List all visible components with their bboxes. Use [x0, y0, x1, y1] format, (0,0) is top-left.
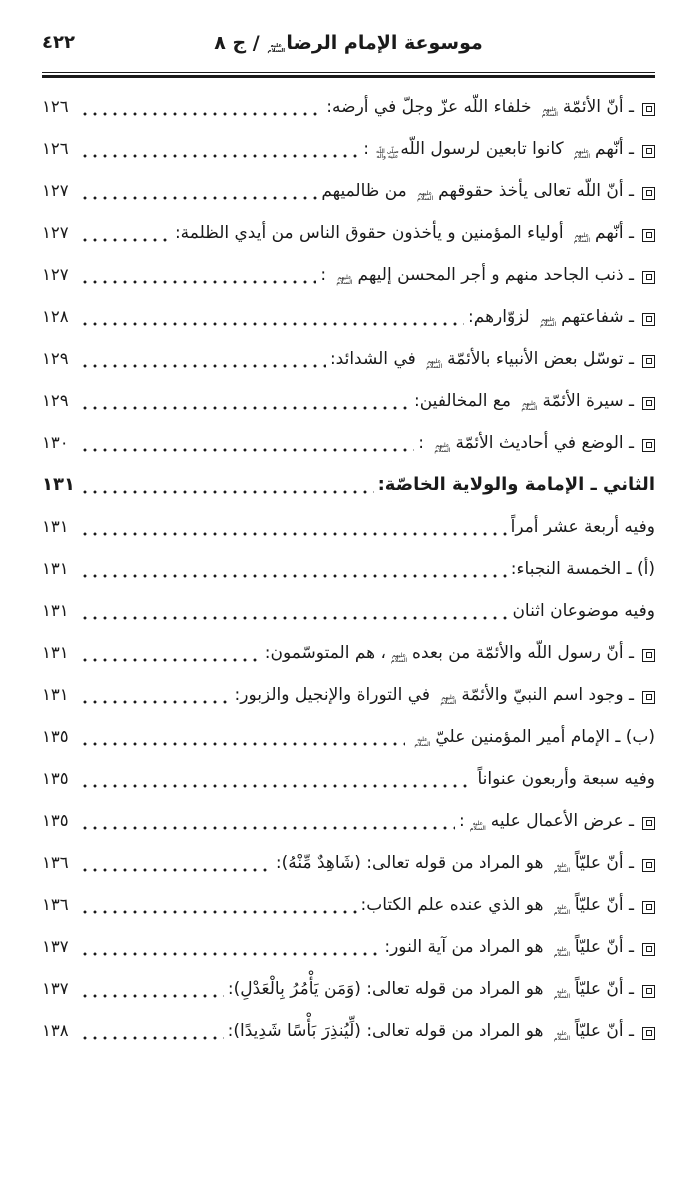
square-bullet-icon — [642, 229, 655, 242]
toc-entry — [42, 506, 655, 548]
entry-page-number: ١٢٩ — [42, 391, 69, 410]
entry-text — [459, 800, 655, 842]
square-bullet-icon — [642, 271, 655, 284]
entry-text — [384, 926, 655, 968]
toc-entry — [42, 128, 655, 170]
entry-page-number: ١٢٧ — [42, 223, 69, 242]
dot-leader — [80, 254, 316, 296]
entry-page-number: ١٣١ — [42, 517, 69, 536]
entry-label: ـ أنّ عليّاً — [574, 895, 634, 915]
square-bullet-icon — [642, 313, 655, 326]
square-bullet-icon — [642, 397, 655, 410]
entry-page-number: ١٣٥ — [42, 769, 69, 788]
entry-page-number: ١٣١ — [42, 643, 69, 662]
header-rule — [42, 72, 655, 78]
dot-leader — [80, 548, 507, 590]
dot-leader — [80, 86, 322, 128]
honorific-mark: عليه السلام — [414, 736, 431, 748]
toc-entry — [42, 758, 655, 800]
page-header — [42, 24, 655, 68]
dot-leader — [80, 212, 171, 254]
square-bullet-icon — [642, 1027, 655, 1040]
entry-text — [468, 296, 655, 338]
entry-label: ـ الوضع في أحاديث الأئمّة — [455, 433, 634, 453]
entry-label: هو الذي عنده علم الكتاب: — [360, 895, 549, 915]
dot-leader — [80, 170, 317, 212]
entry-page-number: ١٢٧ — [42, 265, 69, 284]
honorific-mark: عليهم السلام — [573, 148, 591, 160]
honorific-mark: عليهم السلام — [521, 400, 538, 412]
dot-leader — [80, 716, 405, 758]
entry-label: : — [418, 433, 430, 453]
toc-entry — [42, 86, 655, 128]
honorific-mark: عليهم السلام — [434, 442, 451, 454]
dot-leader — [80, 128, 359, 170]
dot-leader — [80, 758, 473, 800]
entry-text — [409, 716, 655, 758]
toc-list — [42, 86, 655, 1052]
toc-entry — [42, 296, 655, 338]
dot-leader — [80, 842, 272, 884]
entry-page-number: ١٣١ — [42, 559, 69, 578]
entry-label: ـ أنّ الأئمّة — [562, 97, 634, 117]
square-bullet-icon — [642, 943, 655, 956]
toc-entry — [42, 926, 655, 968]
dot-leader — [80, 968, 224, 1010]
entry-page-number: ١٣٦ — [42, 895, 69, 914]
entry-page-number: ١٣٥ — [42, 811, 69, 830]
entry-text — [361, 884, 656, 926]
square-bullet-icon — [642, 649, 655, 662]
toc-entry — [42, 1010, 655, 1052]
entry-label: هو المراد من قوله تعالى: (وَمَن يَأْمُرُ بِالْعَدْلِ): — [227, 979, 549, 999]
entry-label: الثاني ـ الإمامة والولاية الخاصّة: — [377, 474, 655, 495]
honorific-mark: عليهم السلام — [440, 694, 457, 706]
toc-entry — [42, 968, 655, 1010]
honorific-mark: عليهم السلام — [336, 274, 353, 286]
honorific-mark: عليه السلام — [469, 820, 486, 832]
toc-entry — [42, 464, 655, 506]
header-page-number: ٤٢٢ — [42, 32, 75, 53]
toc-entry — [42, 716, 655, 758]
entry-text — [265, 632, 655, 674]
entry-label: : — [320, 265, 332, 285]
honorific-mark: عليه السلام — [553, 946, 570, 958]
entry-text — [320, 254, 655, 296]
entry-label: : — [363, 139, 375, 159]
toc-entry — [42, 548, 655, 590]
entry-page-number: ١٣١ — [42, 474, 75, 495]
toc-entry — [42, 632, 655, 674]
square-bullet-icon — [642, 103, 655, 116]
square-bullet-icon — [642, 985, 655, 998]
dot-leader — [80, 338, 326, 380]
toc-entry — [42, 170, 655, 212]
toc-entry — [42, 338, 655, 380]
entry-page-number: ١٣٨ — [42, 1021, 69, 1040]
dot-leader — [80, 296, 464, 338]
dot-leader — [80, 380, 410, 422]
entry-text — [326, 86, 655, 128]
entry-page-number: ١٢٧ — [42, 181, 69, 200]
dot-leader — [80, 674, 231, 716]
entry-label: (أ) ـ الخمسة النجباء: — [510, 559, 655, 579]
honorific-mark: عليهم السلام — [573, 232, 591, 244]
entry-text — [228, 968, 655, 1010]
dot-leader — [80, 506, 507, 548]
entry-page-number: ١٣١ — [42, 685, 69, 704]
honorific-mark: عليهم السلام — [541, 106, 558, 118]
entry-text — [175, 212, 655, 254]
entry-label: في التوراة والإنجيل والزبور: — [234, 685, 436, 705]
entry-page-number: ١٣١ — [42, 601, 69, 620]
toc-entry — [42, 590, 655, 632]
honorific-mark: عليه السلام — [553, 904, 570, 916]
entry-page-number: ١٢٩ — [42, 349, 69, 368]
dot-leader — [80, 800, 455, 842]
entry-page-number: ١٣٥ — [42, 727, 69, 746]
honorific-mark: عليهم السلام — [390, 652, 408, 664]
entry-label: ـ أنّ اللّه تعالى يأخذ حقوقهم — [438, 181, 634, 201]
dot-leader — [80, 632, 261, 674]
honorific-mark: صلّى اللّه عليه وآله — [376, 148, 399, 160]
square-bullet-icon — [642, 355, 655, 368]
entry-text — [511, 506, 655, 548]
honorific-mark: عليهم السلام — [417, 190, 434, 202]
square-bullet-icon — [642, 187, 655, 200]
entry-label: هو المراد من قوله تعالى: (لِّيُنذِرَ بَأْسًا شَدِيدًا): — [227, 1021, 549, 1041]
square-bullet-icon — [642, 439, 655, 452]
entry-label: ـ وجود اسم النبيّ والأئمّة — [461, 685, 634, 705]
entry-label: ـ أنّ رسول اللّه والأئمّة من بعده — [412, 643, 634, 663]
dot-leader — [80, 464, 374, 506]
toc-entry — [42, 422, 655, 464]
entry-text — [276, 842, 655, 884]
square-bullet-icon — [642, 901, 655, 914]
entry-text — [477, 758, 655, 800]
dot-leader — [80, 422, 414, 464]
header-title — [42, 24, 655, 54]
toc-entry — [42, 380, 655, 422]
entry-label: : — [459, 811, 465, 831]
honorific-mark: عليه السلام — [267, 43, 286, 54]
volume-label: / ج ٨ — [214, 32, 260, 54]
entry-text — [321, 170, 655, 212]
entry-label: ـ شفاعتهم — [561, 307, 634, 327]
entry-label: هو المراد من قوله تعالى: (شَاهِدٌ مِّنْهُ): — [275, 853, 549, 873]
entry-page-number: ١٣٦ — [42, 853, 69, 872]
entry-page-number: ١٢٦ — [42, 139, 69, 158]
entry-text — [512, 590, 655, 632]
entry-text — [330, 338, 655, 380]
entry-text — [414, 380, 655, 422]
entry-text — [235, 674, 655, 716]
square-bullet-icon — [642, 817, 655, 830]
entry-text — [378, 464, 655, 506]
honorific-mark: عليهم السلام — [426, 358, 443, 370]
dot-leader — [80, 884, 357, 926]
toc-entry — [42, 842, 655, 884]
entry-label: كانوا تابعين لرسول اللّه — [400, 139, 569, 159]
entry-label: ـ أنّهم — [595, 223, 634, 243]
entry-page-number: ١٣٧ — [42, 979, 69, 998]
entry-text — [363, 128, 655, 170]
entry-label: أولياء المؤمنين و يأخذون حقوق الناس من أيدي الظلمة: — [174, 223, 569, 243]
entry-page-number: ١٣٠ — [42, 433, 69, 452]
entry-label: ـ توسّل بعض الأنبياء بالأئمّة — [447, 349, 634, 369]
honorific-mark: عليه السلام — [553, 1030, 570, 1042]
dot-leader — [80, 926, 380, 968]
entry-label: من ظالميهم — [321, 181, 413, 201]
entry-page-number: ١٢٦ — [42, 97, 69, 116]
toc-entry — [42, 884, 655, 926]
entry-label: (ب) ـ الإمام أمير المؤمنين عليّ — [435, 727, 655, 747]
entry-label: مع المخالفين: — [414, 391, 517, 411]
entry-label: لزوّارهم: — [468, 307, 536, 327]
honorific-mark: عليهم السلام — [540, 316, 557, 328]
entry-text — [511, 548, 655, 590]
honorific-mark: عليه السلام — [553, 862, 570, 874]
square-bullet-icon — [642, 145, 655, 158]
entry-label: ـ أنّ عليّاً — [574, 979, 634, 999]
entry-page-number: ١٢٨ — [42, 307, 69, 326]
square-bullet-icon — [642, 691, 655, 704]
entry-label: ـ أنّ عليّاً — [574, 937, 634, 957]
entry-page-number: ١٣٧ — [42, 937, 69, 956]
entry-text — [228, 1010, 655, 1052]
entry-label: ـ ذنب الجاحد منهم و أجر المحسن إليهم — [357, 265, 634, 285]
entry-label: وفيه سبعة وأربعون عنواناً — [477, 769, 655, 789]
dot-leader — [80, 590, 508, 632]
entry-label: ـ أنّ عليّاً — [574, 1021, 634, 1041]
entry-label: ـ أنّ عليّاً — [574, 853, 634, 873]
toc-entry — [42, 212, 655, 254]
square-bullet-icon — [642, 859, 655, 872]
entry-label: وفيه أربعة عشر أمراً — [510, 517, 655, 537]
toc-entry — [42, 674, 655, 716]
entry-label: وفيه موضوعان اثنان — [512, 601, 655, 621]
honorific-mark: عليه السلام — [553, 988, 570, 1000]
entry-label: ـ سيرة الأئمّة — [542, 391, 634, 411]
entry-label: خلفاء اللّه عزّ وجلّ في أرضه: — [326, 97, 537, 117]
toc-entry — [42, 800, 655, 842]
entry-text — [418, 422, 655, 464]
dot-leader — [80, 1010, 224, 1052]
entry-label: في الشدائد: — [329, 349, 422, 369]
entry-label: ـ أنّهم — [595, 139, 634, 159]
entry-label: هو المراد من آية النور: — [384, 937, 549, 957]
book-title: موسوعة الإمام الرضا — [286, 32, 483, 54]
entry-label: ـ عرض الأعمال عليه — [490, 811, 634, 831]
toc-entry — [42, 254, 655, 296]
entry-label: ، هم المتوسّمون: — [264, 643, 387, 663]
